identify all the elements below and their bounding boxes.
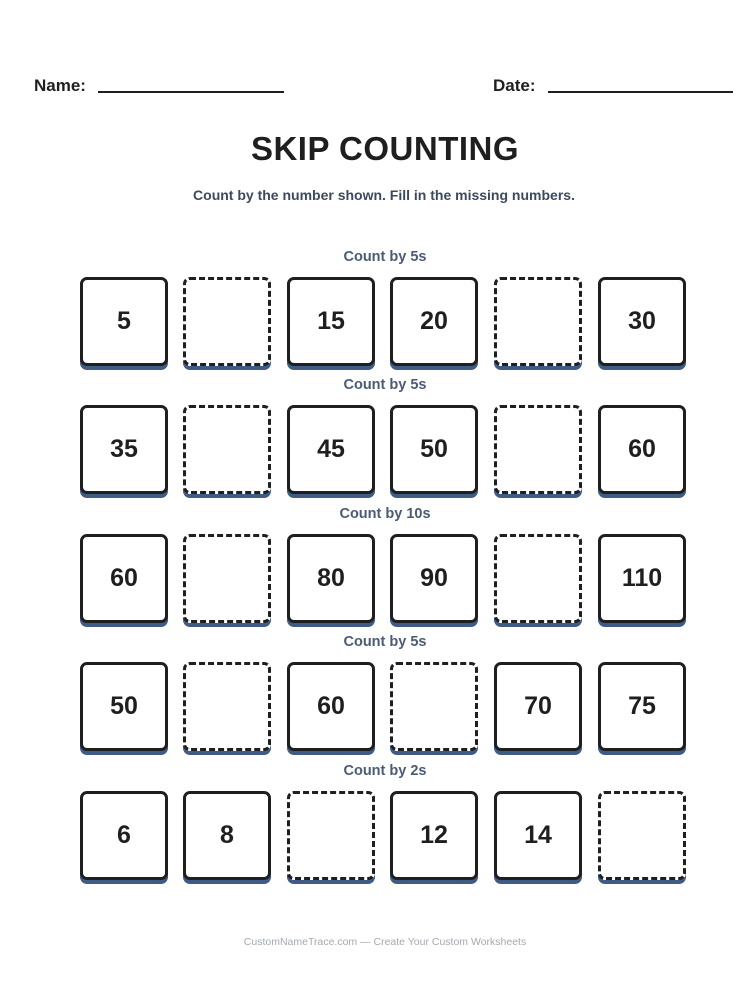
number-box: 5	[80, 277, 168, 366]
answer-blank-box[interactable]	[598, 791, 686, 880]
number-box: 60	[80, 534, 168, 623]
name-write-line[interactable]	[98, 91, 284, 93]
name-field	[34, 76, 284, 96]
number-box: 70	[494, 662, 582, 751]
answer-blank-box[interactable]	[494, 534, 582, 623]
answer-blank-box[interactable]	[287, 791, 375, 880]
number-box: 15	[287, 277, 375, 366]
date-label: Date:	[493, 76, 536, 95]
row-label: Count by 5s	[343, 377, 427, 393]
answer-blank-box[interactable]	[183, 405, 271, 494]
page-title: SKIP COUNTING	[250, 130, 520, 167]
footer-credit: CustomNameTrace.com — Create Your Custom Worksheets	[243, 936, 527, 948]
number-box: 90	[390, 534, 478, 623]
answer-blank-box[interactable]	[183, 662, 271, 751]
number-box: 50	[390, 405, 478, 494]
name-label: Name:	[34, 76, 86, 95]
row-label: Count by 5s	[343, 634, 427, 650]
row-label: Count by 10s	[339, 506, 431, 522]
number-box: 14	[494, 791, 582, 880]
date-field	[493, 76, 733, 96]
number-box: 20	[390, 277, 478, 366]
number-box: 30	[598, 277, 686, 366]
number-box: 35	[80, 405, 168, 494]
answer-blank-box[interactable]	[183, 534, 271, 623]
number-box: 75	[598, 662, 686, 751]
answer-blank-box[interactable]	[494, 277, 582, 366]
number-box: 12	[390, 791, 478, 880]
number-box: 50	[80, 662, 168, 751]
number-box: 45	[287, 405, 375, 494]
row-label: Count by 5s	[343, 249, 427, 265]
answer-blank-box[interactable]	[183, 277, 271, 366]
row-label: Count by 2s	[343, 763, 427, 779]
number-box: 60	[598, 405, 686, 494]
instructions: Count by the number shown. Fill in the missing numbers.	[193, 187, 575, 203]
date-write-line[interactable]	[548, 91, 733, 93]
answer-blank-box[interactable]	[494, 405, 582, 494]
number-box: 80	[287, 534, 375, 623]
number-box: 110	[598, 534, 686, 623]
number-box: 60	[287, 662, 375, 751]
number-box: 6	[80, 791, 168, 880]
answer-blank-box[interactable]	[390, 662, 478, 751]
number-box: 8	[183, 791, 271, 880]
